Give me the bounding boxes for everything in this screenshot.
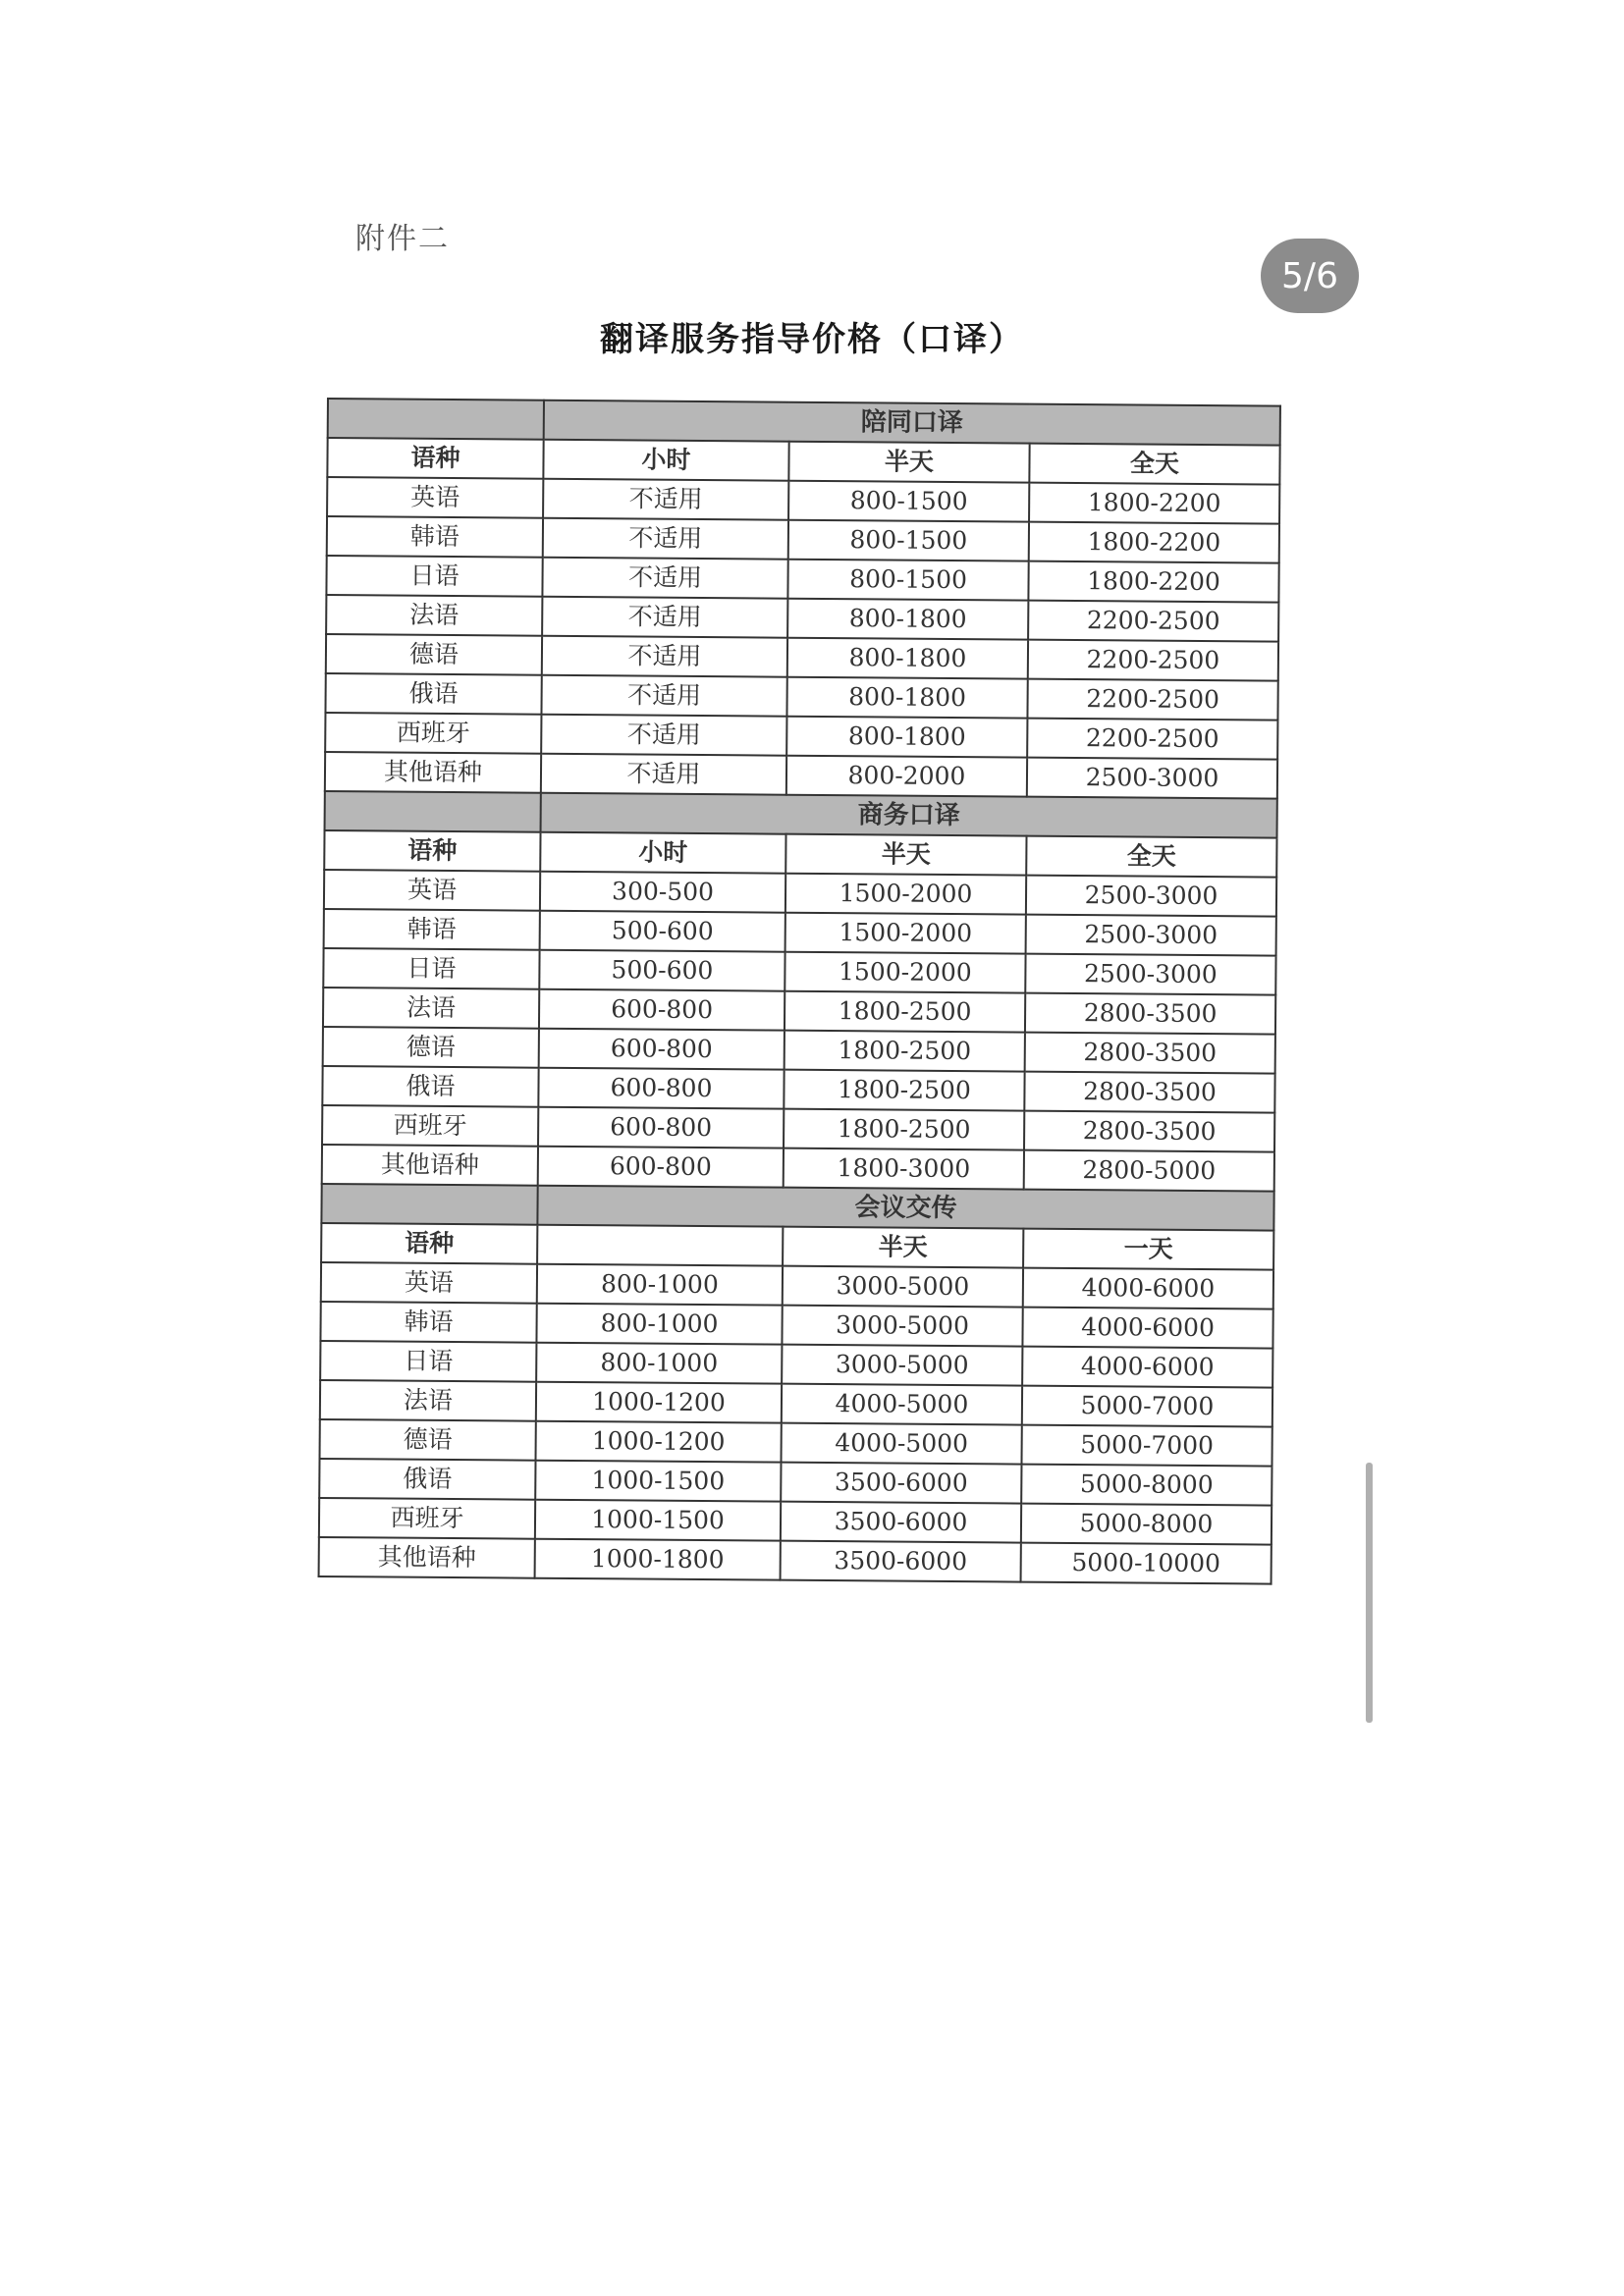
price-cell: 4000-6000 xyxy=(1022,1347,1272,1388)
language-cell: 日语 xyxy=(323,948,539,989)
price-cell: 不适用 xyxy=(542,558,787,599)
language-cell: 法语 xyxy=(326,595,542,636)
price-cell: 4000-6000 xyxy=(1023,1268,1273,1309)
price-cell: 5000-7000 xyxy=(1021,1425,1272,1467)
price-cell: 1500-2000 xyxy=(785,952,1025,993)
column-header: 小时 xyxy=(540,832,785,874)
price-cell: 不适用 xyxy=(543,518,788,560)
price-cell: 不适用 xyxy=(541,754,786,795)
price-cell: 800-1500 xyxy=(787,560,1028,601)
price-cell: 1500-2000 xyxy=(785,913,1026,954)
price-cell: 2200-2500 xyxy=(1028,601,1278,642)
language-cell: 西班牙 xyxy=(322,1105,538,1147)
table-row xyxy=(319,1537,1272,1584)
language-cell: 日语 xyxy=(326,556,542,597)
language-cell: 其他语种 xyxy=(322,1145,538,1186)
section-header-blank xyxy=(325,791,541,832)
price-cell: 2200-2500 xyxy=(1028,640,1278,681)
price-cell: 不适用 xyxy=(541,715,786,756)
price-table xyxy=(318,398,1281,1585)
price-cell: 1800-2200 xyxy=(1029,483,1279,524)
language-cell: 西班牙 xyxy=(325,713,541,754)
price-cell: 2800-3500 xyxy=(1025,993,1275,1035)
section-header-blank xyxy=(328,399,544,440)
language-cell: 德语 xyxy=(323,1027,539,1068)
price-cell: 800-1500 xyxy=(788,520,1029,561)
price-cell: 300-500 xyxy=(540,872,785,913)
price-cell: 2200-2500 xyxy=(1027,679,1277,721)
price-cell: 3000-5000 xyxy=(782,1306,1022,1347)
language-cell: 英语 xyxy=(327,477,543,518)
price-cell: 500-600 xyxy=(540,911,785,952)
column-header: 语种 xyxy=(327,438,543,479)
section-title: 商务口译 xyxy=(541,793,1277,838)
price-cell: 1800-2200 xyxy=(1028,561,1278,603)
column-header: 小时 xyxy=(543,440,788,481)
price-cell: 5000-8000 xyxy=(1021,1465,1272,1506)
price-cell: 1800-2500 xyxy=(784,1109,1024,1150)
price-cell: 5000-10000 xyxy=(1021,1543,1272,1584)
section-header-blank xyxy=(321,1184,537,1225)
price-cell: 3000-5000 xyxy=(783,1266,1023,1308)
price-cell: 3500-6000 xyxy=(781,1463,1021,1504)
document-title: 翻译服务指导价格（口译） xyxy=(600,320,1024,359)
language-cell: 俄语 xyxy=(325,673,541,715)
price-cell: 600-800 xyxy=(538,1068,784,1109)
price-cell: 2200-2500 xyxy=(1027,719,1277,760)
column-header: 语种 xyxy=(321,1223,537,1264)
price-cell: 5000-7000 xyxy=(1022,1386,1272,1427)
price-cell: 3500-6000 xyxy=(781,1541,1021,1582)
language-cell: 法语 xyxy=(323,988,539,1029)
language-cell: 德语 xyxy=(320,1419,536,1461)
price-cell: 600-800 xyxy=(538,1147,784,1188)
page-indicator: 5/6 xyxy=(1261,239,1359,313)
price-cell: 600-800 xyxy=(539,989,785,1031)
language-cell: 韩语 xyxy=(320,1302,536,1343)
price-cell: 500-600 xyxy=(539,950,785,991)
language-cell: 其他语种 xyxy=(325,752,541,793)
price-cell: 2800-3500 xyxy=(1024,1072,1274,1113)
price-cell: 800-1800 xyxy=(786,717,1027,758)
price-cell: 1500-2000 xyxy=(785,874,1026,915)
price-cell: 3500-6000 xyxy=(781,1502,1021,1543)
price-cell: 1800-3000 xyxy=(784,1148,1024,1190)
language-cell: 西班牙 xyxy=(319,1498,535,1539)
price-cell: 800-2000 xyxy=(786,756,1027,797)
price-cell: 800-1000 xyxy=(536,1343,782,1384)
column-header: 语种 xyxy=(324,830,540,872)
price-table-body xyxy=(319,399,1280,1584)
price-cell: 2800-3500 xyxy=(1024,1111,1274,1152)
column-header: 一天 xyxy=(1023,1229,1273,1270)
price-cell: 4000-5000 xyxy=(782,1384,1022,1425)
price-cell: 800-1800 xyxy=(787,599,1028,640)
price-cell: 1800-2500 xyxy=(784,1070,1024,1111)
language-cell: 德语 xyxy=(326,634,542,675)
price-cell: 不适用 xyxy=(542,597,787,638)
column-header: 半天 xyxy=(788,442,1029,483)
price-cell: 600-800 xyxy=(538,1107,784,1148)
price-cell: 600-800 xyxy=(539,1029,785,1070)
language-cell: 俄语 xyxy=(319,1459,535,1500)
price-cell: 1000-1500 xyxy=(535,1461,781,1502)
language-cell: 韩语 xyxy=(327,516,543,558)
column-header: 半天 xyxy=(785,834,1026,876)
language-cell: 日语 xyxy=(320,1341,536,1382)
price-table-container xyxy=(318,398,1279,1585)
price-cell: 4000-6000 xyxy=(1022,1308,1272,1349)
price-cell: 不适用 xyxy=(543,479,788,520)
section-title: 会议交传 xyxy=(537,1186,1273,1231)
price-cell: 1000-1200 xyxy=(536,1382,782,1423)
price-cell: 3000-5000 xyxy=(782,1345,1022,1386)
price-cell: 1000-1200 xyxy=(536,1421,782,1463)
price-cell: 2500-3000 xyxy=(1025,954,1275,995)
price-cell: 1800-2500 xyxy=(785,991,1025,1033)
price-cell: 不适用 xyxy=(542,636,787,677)
price-cell: 5000-8000 xyxy=(1021,1504,1272,1545)
column-header: 半天 xyxy=(783,1227,1023,1268)
price-cell: 1800-2200 xyxy=(1029,522,1279,563)
price-cell: 1000-1800 xyxy=(535,1539,781,1580)
language-cell: 法语 xyxy=(320,1380,536,1421)
price-cell: 4000-5000 xyxy=(781,1423,1021,1465)
price-cell: 800-1500 xyxy=(788,481,1029,522)
price-cell: 800-1800 xyxy=(787,638,1028,679)
section-title: 陪同口译 xyxy=(544,400,1280,446)
price-cell: 800-1800 xyxy=(786,677,1027,719)
price-cell: 2800-3500 xyxy=(1025,1033,1275,1074)
price-cell: 1800-2500 xyxy=(785,1031,1025,1072)
price-cell: 2500-3000 xyxy=(1026,915,1276,956)
column-header xyxy=(537,1225,783,1266)
price-cell: 2800-5000 xyxy=(1024,1150,1274,1192)
column-header: 全天 xyxy=(1026,836,1276,878)
language-cell: 韩语 xyxy=(324,909,540,950)
language-cell: 俄语 xyxy=(322,1066,538,1107)
price-cell: 1000-1500 xyxy=(535,1500,781,1541)
vertical-scrollbar[interactable] xyxy=(1366,1463,1373,1723)
price-cell: 800-1000 xyxy=(536,1304,782,1345)
price-cell: 800-1000 xyxy=(537,1264,783,1306)
price-cell: 2500-3000 xyxy=(1027,758,1277,799)
price-cell: 不适用 xyxy=(541,675,786,717)
column-header: 全天 xyxy=(1029,444,1279,485)
attachment-label: 附件二 xyxy=(355,222,450,256)
language-cell: 其他语种 xyxy=(319,1537,535,1578)
language-cell: 英语 xyxy=(321,1262,537,1304)
price-cell: 2500-3000 xyxy=(1026,876,1276,917)
language-cell: 英语 xyxy=(324,870,540,911)
